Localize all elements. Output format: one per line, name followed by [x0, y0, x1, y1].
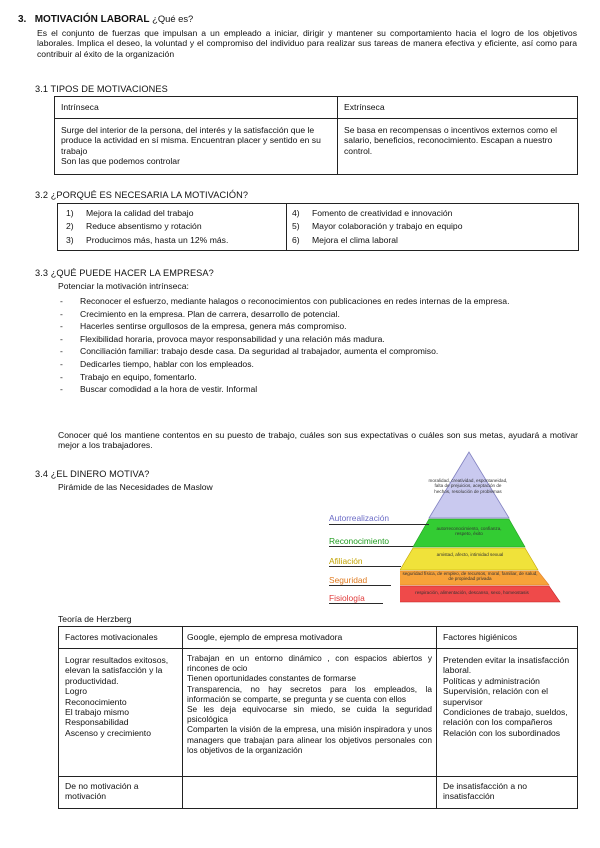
google-point: Se les deja equivocarse sin miedo, se cuida la seguridad psicológica [187, 704, 432, 725]
section-3-intro: Es el conjunto de fuerzas que impulsan a un empleado a iniciar, dirigir y mantener su comportamiento hacia el logro de los objetivos laborales. Implica el deseo, la voluntad y el compromiso del individuo para realizar sus tareas de manera efectiva y eficiente, así como para contribuir al éxito de la organización [37, 28, 577, 59]
list-item: - Conciliación familiar: trabajo desde casa. Da seguridad al trabajador, aumenta el compromiso. [58, 345, 578, 358]
reasons-left-list [66, 208, 228, 245]
reason-item: 5) Mayor colaboración y trabajo en equipo [292, 221, 463, 232]
reason-item: 6) Mejora el clima laboral [292, 234, 398, 245]
hygienic-factor: Condiciones de trabajo, sueldos, relación con los compañeros [443, 707, 568, 728]
pyramid-leader-line [329, 603, 383, 604]
motivational-factors-cell [59, 649, 183, 777]
herzberg-table [58, 626, 578, 809]
pyramid-desc: moralidad, creatividad, espontaneidad, falta de prejuicios, aceptación de hechos, resolución de problemas [428, 478, 508, 494]
reason-item: 3) Producimos más, hasta un 12% más. [66, 234, 229, 245]
pyramid-leader-line [329, 585, 391, 586]
pyramid-label-self-actualization: Autorrealización [329, 513, 390, 523]
pyramid-desc: respiración, alimentación, descanso, sexo, homeostasis [415, 590, 529, 595]
pyramid-label-love: Afiliación [329, 556, 363, 566]
herzberg-header-motivational: Factores motivacionales [59, 627, 183, 649]
hygienic-factor: Pretenden evitar la insatisfacción laboral. [443, 655, 570, 676]
google-point: Transparencia, no hay secretos para los empleados, la información se comparte, se pregunta y se cuenta con ellos [187, 683, 432, 704]
section-3-3-closing: Conocer qué los mantiene contentos en su puesto de trabajo, cuáles son sus expectativas o cuáles son sus metas, ayudará a motivar mejor a los trabajadores. [58, 430, 578, 451]
section-3-heading [18, 14, 193, 25]
company-actions-list [58, 295, 578, 396]
list-item: - Buscar comodidad a la hora de vestir. Informal [58, 383, 578, 396]
section-number: 3. [18, 14, 27, 25]
hygienic-factors-cell [437, 649, 578, 777]
herzberg-footer-motivational: De no motivación a motivación [59, 777, 183, 809]
pyramid-leader-line [329, 524, 429, 525]
intrinsic-header: Intrínseca [55, 97, 338, 119]
reasons-right-list [292, 208, 462, 245]
reason-item: 2) Reduce absentismo y rotación [66, 221, 202, 232]
list-item: - Flexibilidad horaria, provoca mayor responsabilidad y una relación más madura. [58, 333, 578, 346]
pyramid-label-esteem: Reconocimiento [329, 536, 390, 546]
reasons-box [57, 203, 579, 251]
section-3-3-lead: Potenciar la motivación intrínseca: [58, 281, 189, 291]
list-item: - Crecimiento en la empresa. Plan de carrera, desarrollo de potencial. [58, 308, 578, 321]
reason-item: 1) Mejora la calidad del trabajo [66, 208, 194, 218]
hygienic-factor: Políticas y administración [443, 675, 540, 686]
hygienic-factor: Supervisión, relación con el supervisor [443, 686, 549, 707]
google-point: Comparten la visión de la empresa, una misión inspiradora y unos managers que trabajan para alinear los objetivos personales con los objetivos de la organización [187, 724, 432, 755]
pyramid-leader-line [329, 566, 401, 567]
pyramid-label-physiological: Fisiología [329, 593, 365, 603]
intrinsic-text-2: Son las que podemos controlar [61, 156, 180, 167]
pyramid-desc: autorreconocimiento, confianza, respeto, éxito [436, 526, 502, 537]
motivational-factor: Ascenso y crecimiento [65, 727, 151, 738]
list-item: - Hacerles sentirse orgullosos de la empresa, genera más compromiso. [58, 320, 578, 333]
reasons-divider [286, 204, 287, 250]
motivational-factor: Reconocimiento [65, 696, 127, 707]
section-3-4-title: 3.4 ¿EL DINERO MOTIVA? [35, 469, 150, 479]
section-3-2-title: 3.2 ¿PORQUÉ ES NECESARIA LA MOTIVACIÓN? [35, 190, 249, 200]
list-item: - Dedicarles tiempo, hablar con los empleados. [58, 358, 578, 371]
intrinsic-text: Surge del interior de la persona, del interés y la satisfacción que le produce la actividad en sí misma. Encuentran placer y sentido en su trabajo [61, 125, 321, 156]
reason-item: 4) Fomento de creatividad e innovación [292, 208, 453, 218]
motivation-types-table [54, 96, 578, 175]
motivational-factor: Lograr resultados exitosos, elevan la satisfacción y la productividad. [65, 655, 169, 686]
list-item: - Reconocer el esfuerzo, mediante halagos o reconocimientos con publicaciones en redes internas de la empresa. [58, 295, 578, 308]
google-point: Tienen oportunidades constantes de formarse [187, 673, 356, 684]
google-example-cell [183, 649, 437, 777]
herzberg-title: Teoría de Herzberg [58, 614, 132, 624]
intrinsic-cell [55, 119, 338, 175]
extrinsic-header: Extrínseca [338, 97, 578, 119]
section-3-1-title: 3.1 TIPOS DE MOTIVACIONES [35, 84, 168, 94]
section-3-3-title: 3.3 ¿QUÉ PUEDE HACER LA EMPRESA? [35, 268, 214, 278]
pyramid-desc: amistad, afecto, intimidad sexual [436, 552, 504, 557]
pyramid-label-safety: Seguridad [329, 575, 368, 585]
motivational-factor: El trabajo mismo [65, 707, 129, 718]
maslow-subtitle: Pirámide de las Necesidades de Maslow [58, 482, 213, 492]
herzberg-footer-hygienic: De insatisfacción a no insatisfacción [437, 777, 578, 809]
pyramid-desc: seguridad física, de empleo, de recursos, moral, familiar, de salud, de propiedad privada [402, 571, 538, 582]
herzberg-header-hygienic: Factores higiénicos [437, 627, 578, 649]
motivational-factor: Responsabilidad [65, 717, 129, 728]
herzberg-header-google: Google, ejemplo de empresa motivadora [183, 627, 437, 649]
section-title: MOTIVACIÓN LABORAL [34, 14, 150, 25]
list-item: - Trabajo en equipo, fomentarlo. [58, 371, 578, 384]
motivational-factor: Logro [65, 686, 87, 697]
pyramid-leader-line [329, 546, 413, 547]
herzberg-footer-google [183, 777, 437, 809]
hygienic-factor: Relación con los subordinados [443, 727, 561, 738]
section-question: ¿Qué es? [152, 13, 194, 24]
extrinsic-text: Se basa en recompensas o incentivos externos como el salario, beneficios, reconocimiento. Escapan a nuestro control. [338, 119, 578, 175]
google-point: Trabajan en un entorno dinámico , con espacios abiertos y rincones de ocio [187, 653, 432, 674]
